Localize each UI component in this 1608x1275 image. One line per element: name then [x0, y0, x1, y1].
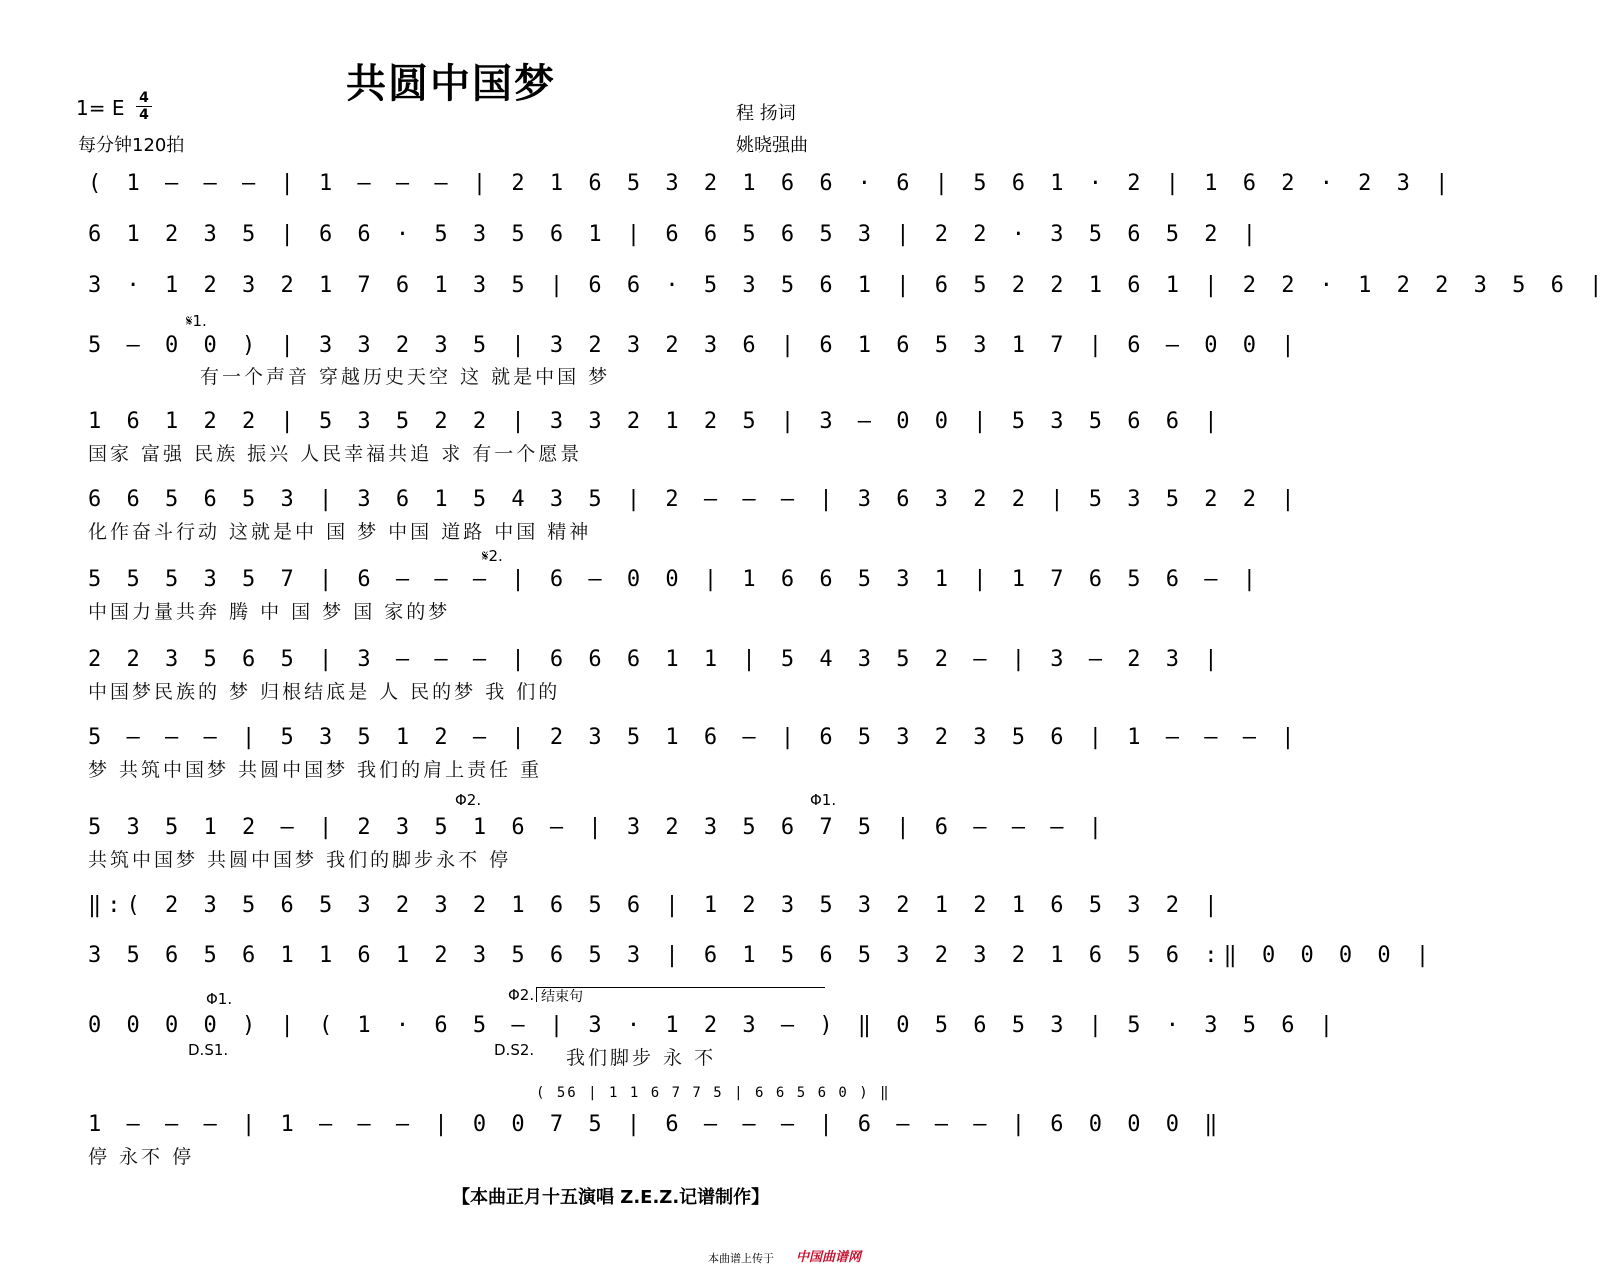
key-signature: 1= E	[76, 96, 125, 120]
composer-credit: 姚晓强曲	[736, 135, 808, 156]
notation-row-3: 3 · 1 2 3 2 1 7 6 1 3 5 | 6 6 · 5 3 5 6 1 | 6 5 2 2 1 6 1 | 2 2 · 1 2 2 3 5 6 |	[88, 273, 1608, 298]
lyrics-row-5: 国家 富强 民族 振兴 人民幸福共追 求 有一个愿景	[88, 443, 583, 465]
notation-row-1: ( 1 — — — | 1 — — — | 2 1 6 5 3 2 1 6 6 · 6 | 5 6 1 · 2 | 1 6 2 · 2 3 |	[88, 171, 1455, 196]
lyrics-row-8: 中国梦民族的 梦 归根结底是 人 民的梦 我 们的	[88, 681, 561, 703]
notation-row-7: 5 5 5 3 5 7 | 6 — — — | 6 — 0 0 | 1 6 6 5 3 1 | 1 7 6 5 6 — |	[88, 567, 1262, 592]
coda-1-return-marker: Φ1.	[206, 990, 233, 1008]
notation-row-13: 0 0 0 0 ) | ( 1 · 6 5 — | 3 · 1 2 3 — ) ‖ 0 5 6 5 3 | 5 · 3 5 6 |	[88, 1013, 1339, 1038]
lyrics-row-14: 停 永不 停	[88, 1146, 195, 1168]
notation-row-10: 5 3 5 1 2 — | 2 3 5 1 6 — | 3 2 3 5 6 7 5 | 6 — — — |	[88, 815, 1108, 840]
upload-note: 本曲谱上传于	[708, 1252, 774, 1265]
time-signature-top: 4	[139, 90, 149, 106]
footer-note: 【本曲正月十五演唱 Z.E.Z.记谱制作】	[452, 1187, 770, 1208]
notation-row-2: 6 1 2 3 5 | 6 6 · 5 3 5 6 1 | 6 6 5 6 5 3 | 2 2 · 3 5 6 5 2 |	[88, 222, 1262, 247]
notation-row-9: 5 — — — | 5 3 5 1 2 — | 2 3 5 1 6 — | 6 5 3 2 3 5 6 | 1 — — — |	[88, 725, 1301, 750]
segno-2-marker: 𝄋2.	[482, 547, 503, 565]
lyrics-row-9: 梦 共筑中国梦 共圆中国梦 我们的肩上责任 重	[88, 759, 543, 781]
notation-row-4: 5 — 0 0 ) | 3 3 2 3 5 | 3 2 3 2 3 6 | 6 1 6 5 3 1 7 | 6 — 0 0 |	[88, 333, 1301, 358]
ds-1-marker: D.S1.	[188, 1041, 229, 1059]
time-signature-bottom: 4	[139, 107, 149, 123]
lyrics-row-13: 我们脚步 永 不	[566, 1047, 717, 1069]
notation-row-11: ‖:( 2 3 5 6 5 3 2 3 2 1 6 5 6 | 1 2 3 5 3 2 1 2 1 6 5 3 2 |	[88, 893, 1224, 918]
tempo-marking: 每分钟120拍	[78, 135, 185, 156]
segno-1-marker: 𝄋1.	[186, 312, 207, 330]
site-logo: 中国曲谱网	[796, 1250, 862, 1265]
alternate-ending-line: ( 56 | 1 1 6 7 7 5 | 6 6 5 6 0 ) ‖	[536, 1085, 891, 1101]
notation-row-14: 1 — — — | 1 — — — | 0 0 7 5 | 6 — — — | 6 — — — | 6 0 0 0 ‖	[88, 1112, 1224, 1137]
coda-2-marker: Φ2.	[455, 791, 482, 809]
lyricist-credit: 程 扬词	[736, 103, 796, 124]
notation-row-5: 1 6 1 2 2 | 5 3 5 2 2 | 3 3 2 1 2 5 | 3 — 0 0 | 5 3 5 6 6 |	[88, 409, 1224, 434]
ending-bracket	[536, 987, 825, 1005]
time-signature	[136, 91, 152, 122]
notation-row-8: 2 2 3 5 6 5 | 3 — — — | 6 6 6 1 1 | 5 4 3 5 2 — | 3 — 2 3 |	[88, 647, 1224, 672]
lyrics-row-4: 有一个声音 穿越历史天空 这 就是中国 梦	[200, 366, 611, 388]
lyrics-row-10: 共筑中国梦 共圆中国梦 我们的脚步永不 停	[88, 849, 512, 871]
score-title: 共圆中国梦	[346, 61, 556, 107]
ending-label: 结束句	[541, 989, 583, 1005]
lyrics-row-7: 中国力量共奔 腾 中 国 梦 国 家的梦	[88, 601, 451, 623]
notation-row-6: 6 6 5 6 5 3 | 3 6 1 5 4 3 5 | 2 — — — | 3 6 3 2 2 | 5 3 5 2 2 |	[88, 487, 1301, 512]
ds-2-marker: D.S2.	[494, 1041, 535, 1059]
coda-2-return-marker: Φ2.	[508, 986, 535, 1004]
coda-1-marker: Φ1.	[810, 791, 837, 809]
lyrics-row-6: 化作奋斗行动 这就是中 国 梦 中国 道路 中国 精神	[88, 521, 592, 543]
notation-row-12: 3 5 6 5 6 1 1 6 1 2 3 5 6 5 3 | 6 1 5 6 5 3 2 3 2 1 6 5 6 :‖ 0 0 0 0 |	[88, 943, 1436, 968]
